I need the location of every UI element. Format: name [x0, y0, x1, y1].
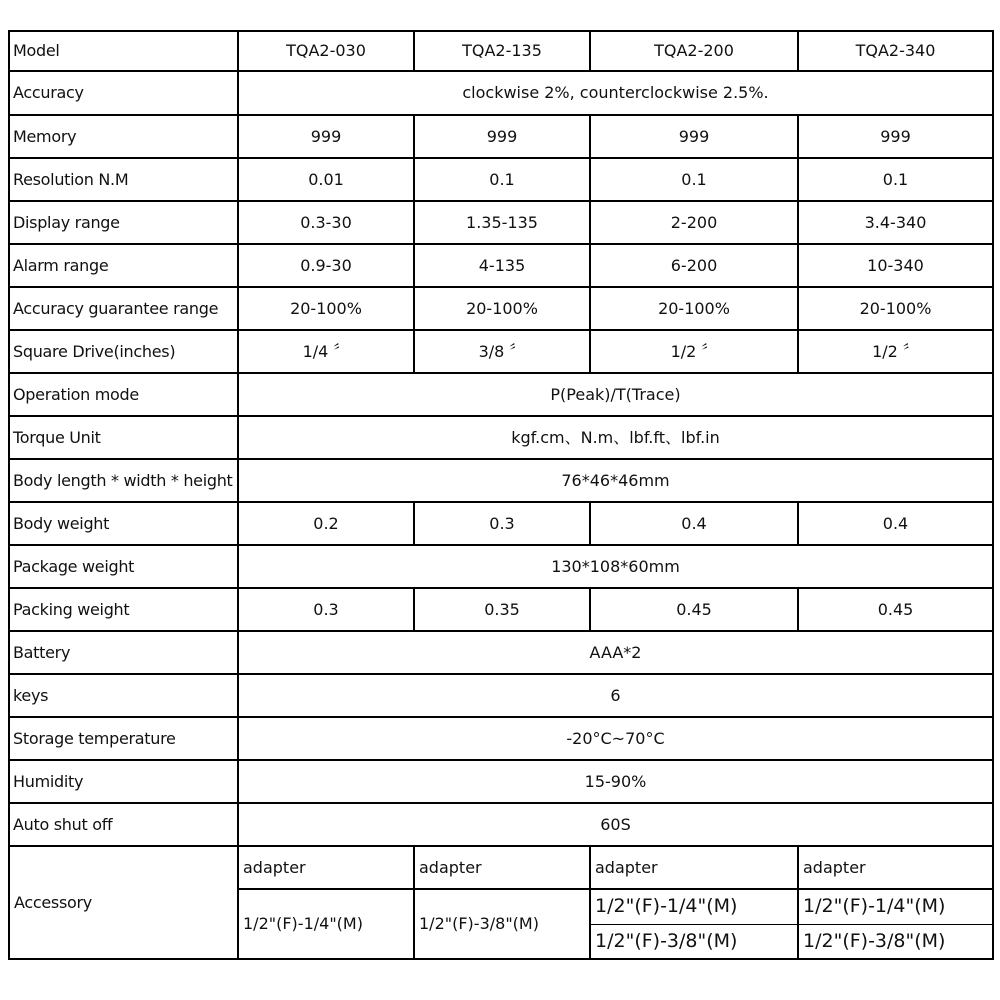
alarm-range-3: 6-200 — [590, 244, 798, 287]
row-keys — [9, 674, 993, 717]
label-square-drive: Square Drive(inches) — [9, 330, 238, 373]
label-auto-shut-off: Auto shut off — [9, 803, 238, 846]
model-1: TQA2-030 — [238, 31, 414, 71]
alarm-range-1: 0.9-30 — [238, 244, 414, 287]
resolution-2: 0.1 — [414, 158, 590, 201]
packing-weight-1: 0.3 — [238, 588, 414, 631]
accessory-spec-1: 1/2"(F)-1/4"(M) — [238, 889, 414, 959]
row-humidity — [9, 760, 993, 803]
value-humidity: 15-90% — [238, 760, 993, 803]
value-package-weight: 130*108*60mm — [238, 545, 993, 588]
label-alarm-range: Alarm range — [9, 244, 238, 287]
row-square-drive — [9, 330, 993, 373]
accessory-spec-3b: 1/2"(F)-3/8"(M) — [591, 924, 797, 959]
accessory-adapter-4: adapter — [798, 846, 993, 889]
row-body-weight — [9, 502, 993, 545]
packing-weight-4: 0.45 — [798, 588, 993, 631]
resolution-1: 0.01 — [238, 158, 414, 201]
accessory-adapter-1: adapter — [238, 846, 414, 889]
alarm-range-4: 10-340 — [798, 244, 993, 287]
row-operation-mode — [9, 373, 993, 416]
row-display-range — [9, 201, 993, 244]
accuracy-guarantee-2: 20-100% — [414, 287, 590, 330]
row-model — [9, 31, 993, 71]
row-torque-unit — [9, 416, 993, 459]
model-2: TQA2-135 — [414, 31, 590, 71]
value-torque-unit: kgf.cm、N.m、lbf.ft、lbf.in — [238, 416, 993, 459]
value-storage-temp: -20°C~70°C — [238, 717, 993, 760]
label-packing-weight: Packing weight — [9, 588, 238, 631]
accessory-spec-4a: 1/2"(F)-1/4"(M) — [803, 895, 946, 918]
square-drive-4: 1/2 〞 — [798, 330, 993, 373]
accessory-spec-2: 1/2"(F)-3/8"(M) — [414, 889, 590, 959]
label-humidity: Humidity — [9, 760, 238, 803]
label-operation-mode: Operation mode — [9, 373, 238, 416]
accuracy-guarantee-3: 20-100% — [590, 287, 798, 330]
value-operation-mode: P(Peak)/T(Trace) — [238, 373, 993, 416]
memory-2: 999 — [414, 115, 590, 158]
value-auto-shut-off: 60S — [238, 803, 993, 846]
label-battery: Battery — [9, 631, 238, 674]
row-alarm-range — [9, 244, 993, 287]
square-drive-3: 1/2 〞 — [590, 330, 798, 373]
accuracy-guarantee-4: 20-100% — [798, 287, 993, 330]
label-keys: keys — [9, 674, 238, 717]
row-accuracy-guarantee — [9, 287, 993, 330]
label-torque-unit: Torque Unit — [9, 416, 238, 459]
row-body-dims — [9, 459, 993, 502]
resolution-3: 0.1 — [590, 158, 798, 201]
row-package-weight — [9, 545, 993, 588]
label-accuracy: Accuracy — [9, 71, 238, 115]
body-weight-1: 0.2 — [238, 502, 414, 545]
square-drive-2: 3/8 〞 — [414, 330, 590, 373]
memory-1: 999 — [238, 115, 414, 158]
label-body-dims: Body length * width * height — [9, 459, 238, 502]
body-weight-3: 0.4 — [590, 502, 798, 545]
packing-weight-3: 0.45 — [590, 588, 798, 631]
label-memory: Memory — [9, 115, 238, 158]
row-battery — [9, 631, 993, 674]
row-memory — [9, 115, 993, 158]
label-storage-temp: Storage temperature — [9, 717, 238, 760]
accessory-spec-4b: 1/2"(F)-3/8"(M) — [799, 924, 992, 959]
label-model: Model — [9, 31, 238, 71]
label-resolution: Resolution N.M — [9, 158, 238, 201]
square-drive-1: 1/4 〞 — [238, 330, 414, 373]
alarm-range-2: 4-135 — [414, 244, 590, 287]
row-resolution — [9, 158, 993, 201]
display-range-4: 3.4-340 — [798, 201, 993, 244]
accessory-spec-3 — [590, 889, 798, 959]
accuracy-guarantee-1: 20-100% — [238, 287, 414, 330]
display-range-1: 0.3-30 — [238, 201, 414, 244]
model-3: TQA2-200 — [590, 31, 798, 71]
row-packing-weight — [9, 588, 993, 631]
row-auto-shut-off — [9, 803, 993, 846]
packing-weight-2: 0.35 — [414, 588, 590, 631]
value-battery: AAA*2 — [238, 631, 993, 674]
memory-3: 999 — [590, 115, 798, 158]
row-storage-temp — [9, 717, 993, 760]
resolution-4: 0.1 — [798, 158, 993, 201]
body-weight-4: 0.4 — [798, 502, 993, 545]
value-body-dims: 76*46*46mm — [238, 459, 993, 502]
value-accuracy: clockwise 2%, counterclockwise 2.5%. — [238, 71, 993, 115]
body-weight-2: 0.3 — [414, 502, 590, 545]
label-body-weight: Body weight — [9, 502, 238, 545]
accessory-spec-4 — [798, 889, 993, 959]
accessory-spec-3a: 1/2"(F)-1/4"(M) — [595, 895, 738, 918]
label-accessory: Accessory — [9, 846, 238, 959]
row-accessory-adapter — [9, 846, 993, 889]
model-4: TQA2-340 — [798, 31, 993, 71]
spec-table — [8, 30, 994, 960]
value-keys: 6 — [238, 674, 993, 717]
label-display-range: Display range — [9, 201, 238, 244]
accessory-adapter-3: adapter — [590, 846, 798, 889]
accessory-adapter-2: adapter — [414, 846, 590, 889]
display-range-2: 1.35-135 — [414, 201, 590, 244]
display-range-3: 2-200 — [590, 201, 798, 244]
memory-4: 999 — [798, 115, 993, 158]
label-package-weight: Package weight — [9, 545, 238, 588]
row-accuracy — [9, 71, 993, 115]
label-accuracy-guarantee: Accuracy guarantee range — [9, 287, 238, 330]
